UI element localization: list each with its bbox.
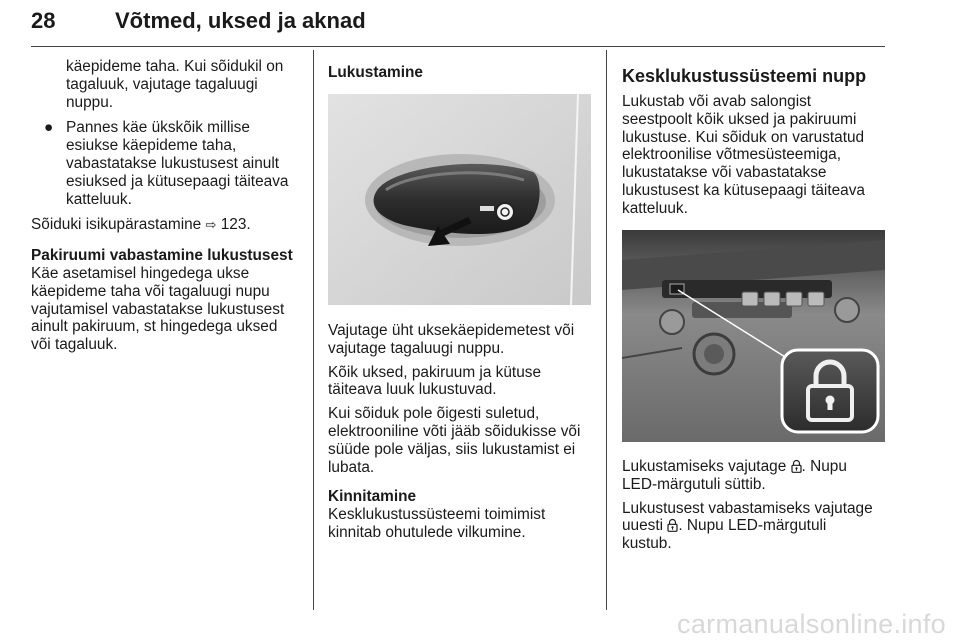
heading: Kesklukustussüsteemi nupp: [622, 66, 867, 86]
text-span: Lukustamiseks vajutage: [622, 458, 787, 475]
text-line: Vajutage üht uksekäepidemetest või: [328, 322, 575, 339]
text-line: Pannes käe ükskõik millise: [66, 119, 250, 137]
footer-watermark[interactable]: carmanualsonline.info: [677, 609, 946, 639]
text-line: elektroonilise võtmesüsteemiga,: [622, 146, 841, 164]
column-1: [31, 58, 306, 354]
text-line: lukustatakse või vabastatakse: [622, 164, 827, 182]
heading: Lukustamine: [328, 64, 423, 81]
text-span: uuesti: [622, 517, 664, 535]
section-title: Võtmed, uksed ja aknad: [115, 8, 366, 33]
text-line: esiuksed ja kütusepaagi täiteava: [66, 172, 289, 190]
door-handle-icon: [328, 94, 591, 305]
paragraph: [328, 506, 593, 542]
text-line: tagaluuk, vajutage tagaluugi: [66, 75, 258, 93]
column-divider-2: [606, 50, 607, 610]
text-line: Kui sõiduk pole õigesti suletud,: [328, 405, 540, 423]
column-divider-1: [313, 50, 314, 610]
text-span: . Nupu: [801, 458, 847, 475]
text-line: [622, 517, 892, 535]
bullet-item: [31, 119, 306, 208]
text-line: Lukustab või avab salongist: [622, 93, 812, 110]
text-line: lubata.: [328, 458, 375, 476]
paragraph: [31, 265, 306, 354]
text-line: vajutage tagaluugi nuppu.: [328, 339, 505, 357]
text-span: . Nupu LED-märgutuli: [678, 517, 827, 535]
paragraph: [622, 93, 892, 218]
text-line: süüde pole väljas, siis lukustamist ei: [328, 440, 576, 458]
text-line: katteluuk.: [622, 199, 688, 217]
page-number: 28: [31, 8, 56, 33]
text-line: elektrooniline võti jääb sõidukisse või: [328, 422, 581, 440]
cross-reference[interactable]: [31, 216, 306, 235]
column-3-text: [622, 458, 892, 553]
reference-page: 123.: [220, 216, 251, 234]
paragraph: [622, 500, 892, 553]
text-line: vajutamisel vabastatakse lukustusest: [31, 300, 285, 318]
subheading: Kinnitamine: [328, 488, 417, 506]
text-line: täiteava luuk lukustuvad.: [328, 381, 497, 399]
page-header: [31, 2, 885, 48]
subheading: Pakiruumi vabastamine lukustusest: [31, 247, 293, 265]
text-line: kustub.: [622, 535, 672, 553]
door-handle-illustration: [328, 94, 591, 305]
text-line: seestpoolt kõik uksed ja pakiruumi: [622, 110, 857, 128]
paragraph: [622, 458, 892, 494]
dashboard-photo: [622, 230, 885, 442]
text-line: lukustuse. Kui sõiduk on varustatud: [622, 128, 865, 146]
text-line: Käe asetamisel hingedega ukse: [31, 264, 250, 282]
lock-icon: [791, 459, 802, 473]
paragraph: [328, 405, 593, 476]
bullet-continuation: [31, 58, 306, 111]
text-line: vabastatakse lukustusest ainult: [66, 154, 280, 172]
bullet-marker: ●: [44, 119, 54, 137]
text-line: esiukse käepideme taha,: [66, 137, 237, 155]
text-line: käepideme taha. Kui sõidukil on: [66, 58, 284, 75]
text-line: lukustusest ka kütusepaagi täiteava: [622, 181, 865, 199]
central-lock-button-photo: [622, 230, 885, 442]
text-line: või tagaluuk.: [31, 336, 118, 354]
lock-icon: [667, 518, 678, 532]
column-3: [622, 66, 892, 218]
text-line: Lukustusest vabastamiseks vajutage: [622, 499, 873, 517]
text-line: ainult pakiruum, st hingedega uksed: [31, 318, 278, 336]
text-line: LED-märgutuli süttib.: [622, 475, 766, 493]
text-line: käepideme taha või tagaluugi nupu: [31, 282, 270, 300]
column-2-text: [328, 322, 593, 542]
paragraph: [328, 364, 593, 400]
paragraph: [328, 322, 593, 358]
reference-arrow-icon: ⇨: [205, 218, 217, 234]
text-line: Kesklukustussüsteemi toimimist: [328, 506, 546, 524]
text-line: [622, 458, 892, 476]
text-line: nuppu.: [66, 93, 114, 111]
header-rule: [31, 46, 885, 47]
text-line: Kõik uksed, pakiruum ja kütuse: [328, 363, 542, 381]
reference-text: Sõiduki isikupärastamine: [31, 216, 202, 234]
text-line: kinnitab ohutulede vilkumine.: [328, 523, 526, 541]
column-2: [328, 64, 593, 82]
text-line: katteluuk.: [66, 190, 132, 208]
